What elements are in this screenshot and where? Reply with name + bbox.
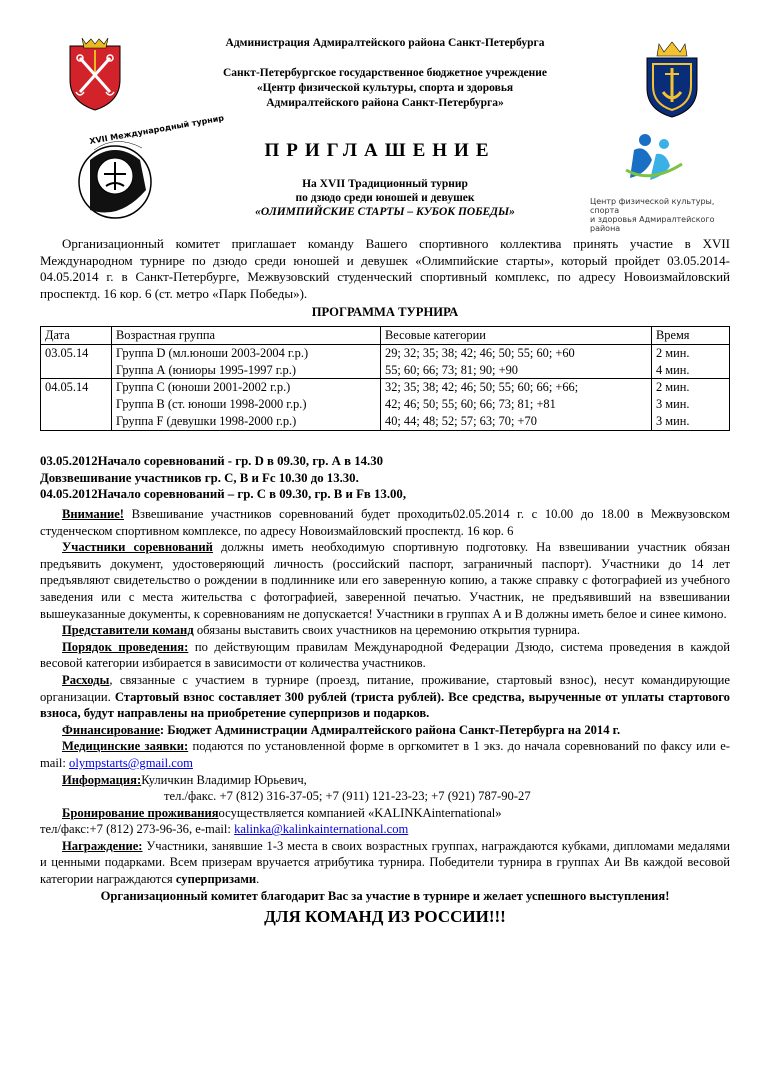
participants-label: Участники соревнований (62, 540, 213, 555)
schedule-line-1: 03.05.2012Начало соревнований - гр. D в 09.30, гр. А в 14.30 (40, 454, 383, 468)
tournament-logo-text: XVII Международный турнир (88, 113, 225, 146)
award-text: Участники, занявшие 1-3 места в своих возрастных группах, награждаются кубками, дипломами медалями и ценными подарками. Всем призерам вручается атрибутика турнира. Победители турнира в группах Аи Вв каждой весовой категории награждаются (40, 838, 730, 887)
intro-paragraph: Организационный комитет приглашает команду Вашего спортивного коллектива принять участие в XVII Международном турнире по дзюдо среди юношей и девушек «Олимпийские старты», который пройдет 03.05.2014-04.05.2014 г. в Санкт-Петербурге, Межвузовский студенческий спортивный комплекс, по адресу Новоизмайловский проспектд. 16 кор. 6 (ст. метро «Парк Победы»). (40, 236, 730, 301)
program-table (40, 326, 730, 431)
row-times (652, 379, 730, 430)
booking-label: Бронирование проживания (62, 805, 219, 820)
time-cell: 2 мин. (656, 345, 690, 360)
costs-bold-text: Стартовый взнос составляет 300 рублей (триста рублей). Все средства, вырученные от уплаты стартового взноса, будут направлены на приобретение суперпризов и подарков. (40, 689, 730, 721)
award-label: Награждение: (62, 838, 143, 853)
row-date: 04.05.14 (41, 379, 112, 430)
award-bold: суперпризами (175, 872, 257, 887)
row-groups (112, 344, 381, 379)
info-label: Информация: (62, 772, 142, 787)
medical-email-link[interactable]: olympstarts@gmail.com (69, 755, 193, 770)
subtitle-line-2: по дзюдо среди юношей и девушек (295, 192, 475, 204)
schedule-line-3: 04.05.2012Начало соревнований – гр. С в 09.30, гр. В и Fв 13.00, (40, 487, 407, 502)
info-phones: тел./факс. +7 (812) 316-37-05; +7 (911) 121-23-23; +7 (921) 787-90-27 (164, 789, 531, 804)
medical-text: подаются по установленной форме в оргкомитет в 1 экз. до начала соревнований по факсу или e-mail: (40, 739, 730, 770)
group-cell: Группа В (ст. юноши 1998-2000 г.р.) (116, 397, 307, 412)
subtitle-line-1: На XVII Традиционный турнир (302, 178, 468, 190)
row-groups (112, 379, 381, 430)
order-paragraph (40, 639, 730, 672)
header-centre-line: «Центр физической культуры, спорта и здоровья (256, 82, 514, 94)
subtitle-line-3: «ОЛИМПИЙСКИЕ СТАРТЫ – КУБОК ПОБЕДЫ» (255, 206, 515, 218)
finance-text: : Бюджет Администрации Адмиралтейского района Санкт-Петербурга на 2014 г. (159, 722, 621, 737)
weight-cell: 29; 32; 35; 38; 42; 46; 50; 55; 60; +60 (385, 345, 575, 360)
order-label: Порядок проведения: (62, 639, 189, 654)
col-header-date: Дата (41, 327, 112, 345)
row-weights (381, 379, 652, 430)
details-section (40, 506, 730, 928)
booking-contact: тел/факс:+7 (812) 273-96-36, e-mail: (40, 822, 235, 837)
representatives-text: обязаны выставить своих участников на церемонию открытия турнира. (193, 623, 580, 638)
award-end: . (256, 872, 260, 887)
final-slogan: ДЛЯ КОМАНД ИЗ РОССИИ!!! (264, 907, 506, 927)
booking-contact-line (40, 821, 730, 838)
time-cell: 3 мин. (656, 397, 690, 412)
header-institution-line: Санкт-Петербургское государственное бюджетное учреждение (223, 67, 547, 79)
info-paragraph (40, 772, 730, 789)
time-cell: 2 мин. (656, 380, 690, 395)
attention-label: Внимание! (62, 507, 124, 521)
booking-text: осуществляется компанией «KALINKAinternational» (218, 805, 502, 820)
group-cell: Группа С (юноши 2001-2002 г.р.) (116, 380, 291, 395)
award-paragraph (40, 838, 730, 888)
representatives-label: Представители команд (62, 623, 194, 638)
table-row (41, 344, 730, 379)
medical-paragraph (40, 738, 730, 771)
booking-paragraph (40, 805, 730, 822)
program-heading: ПРОГРАММА ТУРНИРА (311, 305, 459, 319)
row-times (652, 344, 730, 379)
tournament-judo-logo (60, 113, 225, 230)
sports-centre-logo (590, 130, 720, 233)
attention-paragraph (40, 506, 730, 539)
order-text: по действующим правилам Международной Федерации Дзюдо, система проведения в каждой весовой категории избирается в зависимости от количества участников. (40, 639, 730, 671)
weight-cell: 55; 60; 66; 73; 81; 90; +90 (385, 362, 518, 377)
header-admin-line: Администрация Адмиралтейского района Санкт-Петербурга (225, 37, 545, 49)
group-cell: Группа D (мл.юноши 2003-2004 г.р.) (116, 345, 309, 360)
group-cell: Группа F (девушки 1998-2000 г.р.) (116, 413, 297, 428)
booking-email-link[interactable]: kalinka@kalinkainternational.com (234, 822, 409, 837)
admiralty-district-emblem-logo (641, 40, 703, 118)
costs-paragraph (40, 672, 730, 722)
time-cell: 4 мин. (656, 362, 690, 377)
weight-cell: 40; 44; 48; 52; 57; 63; 70; +70 (385, 413, 537, 428)
costs-label: Расходы (62, 672, 110, 687)
col-header-age-group: Возрастная группа (112, 327, 381, 345)
time-cell: 3 мин. (656, 413, 690, 428)
header-district-line: Адмиралтейского района Санкт-Петербурга» (266, 97, 504, 109)
closing-text: Организационный комитет благодарит Вас за участие в турнире и желает успешного выступления! (100, 888, 670, 903)
medical-label: Медицинские заявки: (62, 739, 189, 754)
sports-centre-logo-text-1: Центр физической культуры, спорта (590, 197, 715, 215)
col-header-weight: Весовые категории (381, 327, 652, 345)
weight-cell: 42; 46; 50; 55; 60; 66; 73; 81; +81 (385, 397, 556, 412)
finance-paragraph (40, 722, 730, 739)
sports-centre-logo-text-2: и здоровья Адмиралтейского района (590, 215, 715, 233)
spb-coat-of-arms-logo (62, 36, 128, 112)
group-cell: Группа А (юниоры 1995-1997 г.р.) (116, 362, 296, 377)
col-header-time: Время (652, 327, 730, 345)
table-header-row (41, 327, 730, 345)
row-weights (381, 344, 652, 379)
attention-text: Взвешивание участников соревнований будет проходить02.05.2014 г. с 10.00 до 18.00 в Межвузовском студенческом спортивном комплексе, по адресу Новоизмайловский проспектд. 16 кор. 6 (40, 507, 730, 538)
finance-label: Финансирование (62, 722, 160, 737)
info-text: Куличкин Владимир Юрьевич, (141, 772, 307, 787)
representatives-paragraph (40, 622, 730, 639)
schedule-line-2: Довзвешивание участников гр. С, В и Fс 10.30 до 13.30. (40, 470, 359, 485)
costs-text: , связанные с участием в турнире (проезд, питание, проживание, стартовый взнос), несут командирующие организации. (40, 672, 730, 704)
table-row (41, 379, 730, 430)
participants-paragraph (40, 539, 730, 622)
weight-cell: 32; 35; 38; 42; 46; 50; 55; 60; 66; +66; (385, 380, 579, 395)
page-title: ПРИГЛАШЕНИЕ (264, 140, 496, 161)
row-date: 03.05.14 (41, 344, 112, 379)
participants-text: должны иметь необходимую спортивную подготовку. На взвешивании участник обязан предъявить документ, удостоверяющий личность (российский паспорт, заграничный паспорт). Участники до 14 лет предъявляют свидетельство о рождении в подлиннике или его заверенную копию, а также справку с фотографией из учебного заведения или с места жительства с фотографией, заверенной печатью. Участник, не предъявивший на взвешивании вышеуказанные документы, к соревнованиям не допускается! Участники в группах А и В должны иметь белое и синее кимоно. (40, 540, 731, 621)
